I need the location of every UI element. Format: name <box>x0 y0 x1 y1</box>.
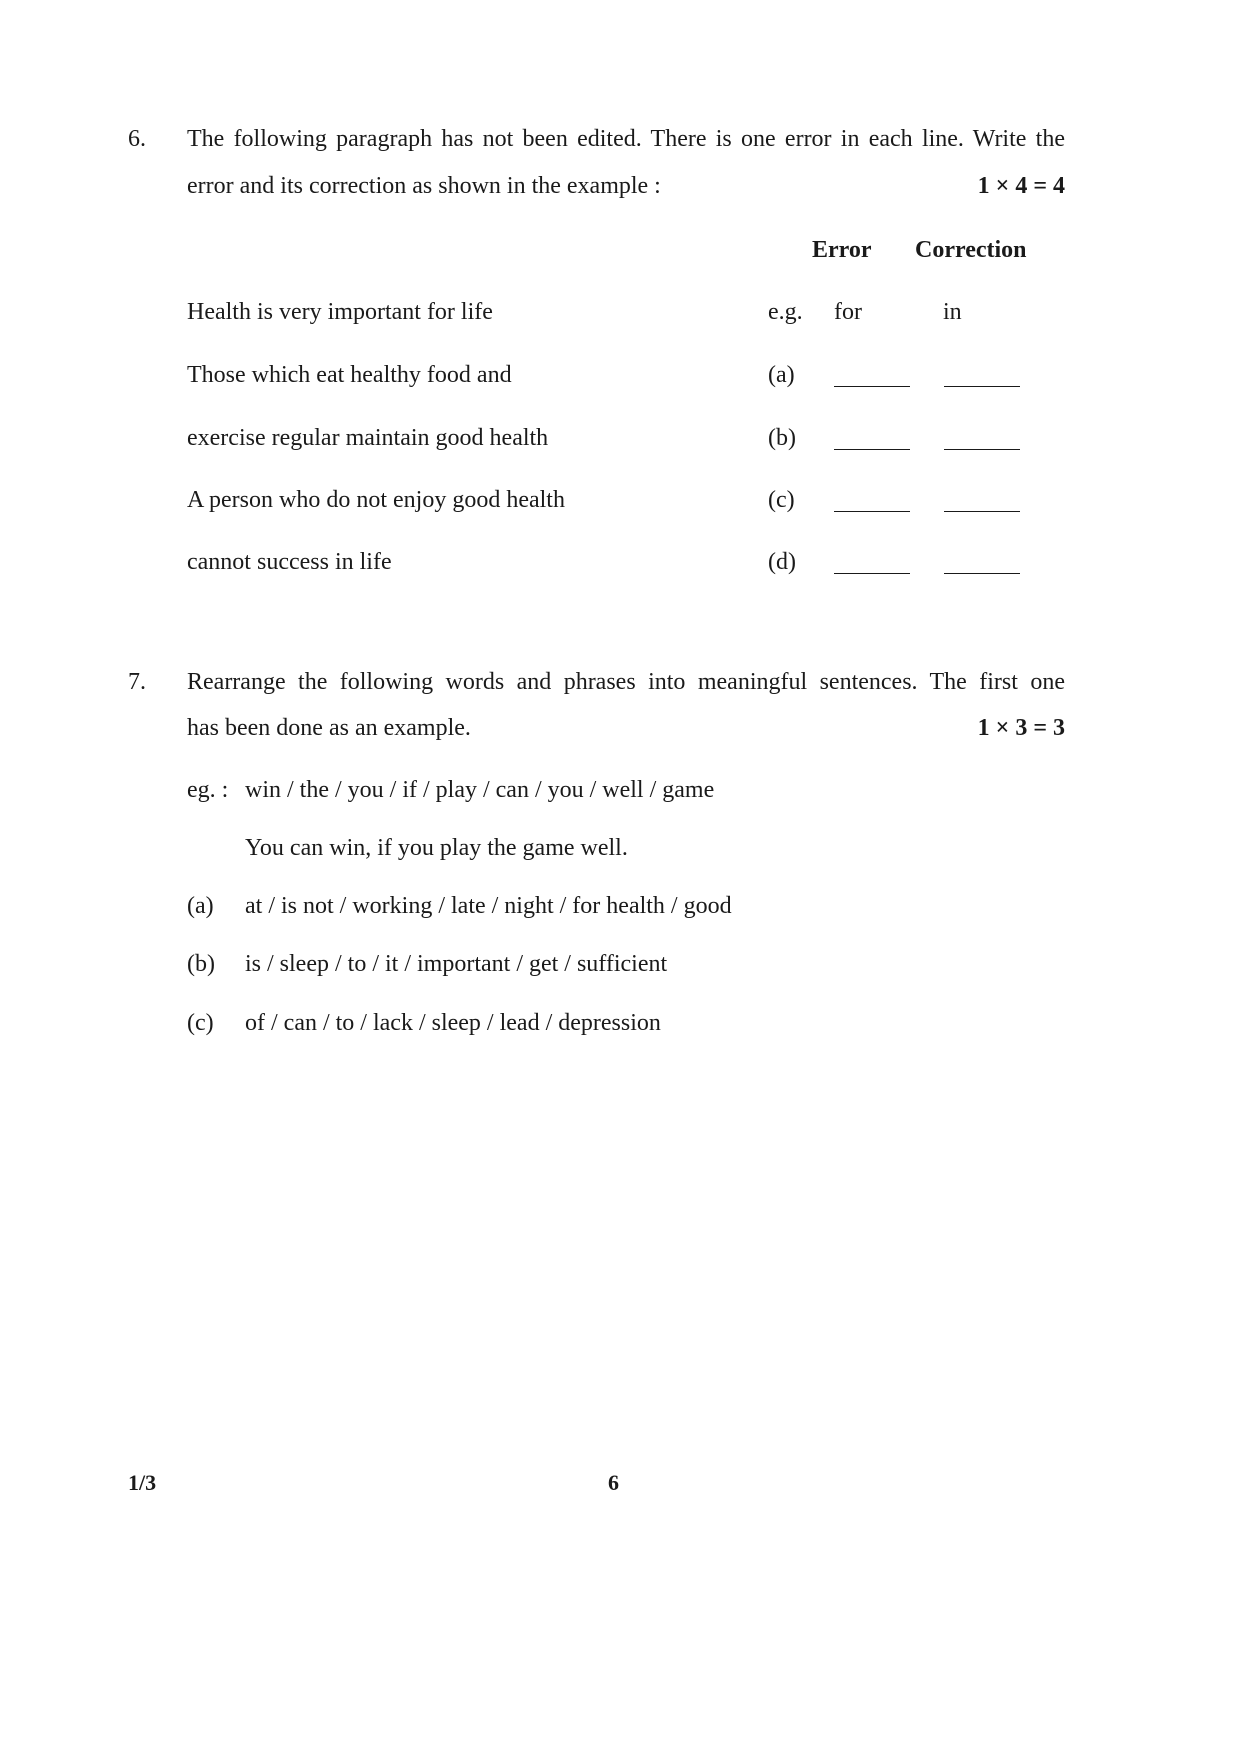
q6-line-label: (a) <box>768 362 795 388</box>
q6-line-text: Those which eat healthy food and <box>187 362 512 388</box>
correction-answer-blank[interactable] <box>944 511 1020 512</box>
error-answer-blank[interactable] <box>834 511 910 512</box>
correction-answer-blank[interactable] <box>944 449 1020 450</box>
correction-answer-blank[interactable] <box>944 386 1020 387</box>
page-number: 6 <box>608 1470 619 1495</box>
q6-line-label: (d) <box>768 549 796 575</box>
col-header-correction: Correction <box>915 237 1027 263</box>
q6-line-label: (c) <box>768 487 795 513</box>
q7-item-label: (a) <box>187 893 214 919</box>
correction-answer-blank[interactable] <box>944 573 1020 574</box>
q6-marks: 1 × 4 = 4 <box>977 173 1065 199</box>
error-answer-blank[interactable] <box>834 449 910 450</box>
example-words: win / the / you / if / play / can / you / well / game <box>245 777 715 803</box>
q6-line-text: Health is very important for life <box>187 299 493 325</box>
q6-instruction-line2: error and its correction as shown in the example : <box>187 173 661 199</box>
q7-item-label: (b) <box>187 951 215 977</box>
paper-code: 1/3 <box>128 1470 157 1495</box>
example-label: eg. : <box>187 777 229 803</box>
error-answer-blank[interactable] <box>834 386 910 387</box>
q6-number: 6. <box>128 126 146 152</box>
q6-instruction-line1: The following paragraph has not been edited. There is one error in each line. Write the <box>187 126 1065 152</box>
q7-item-words: at / is not / working / late / night / for health / good <box>245 893 732 919</box>
q7-instruction-line2: has been done as an example. <box>187 715 471 741</box>
q6-line-label: e.g. <box>768 299 803 325</box>
example-answer: You can win, if you play the game well. <box>245 835 628 861</box>
q6-line-text: exercise regular maintain good health <box>187 425 549 451</box>
col-header-error: Error <box>812 237 872 263</box>
example-correction: in <box>943 299 962 325</box>
example-error: for <box>834 299 862 325</box>
q6-line-text: A person who do not enjoy good health <box>187 487 565 513</box>
q6-line-text: cannot success in life <box>187 549 392 575</box>
q7-item-words: is / sleep / to / it / important / get / sufficient <box>245 951 668 977</box>
q7-number: 7. <box>128 669 146 695</box>
q7-instruction-line1: Rearrange the following words and phrases into meaningful sentences. The first one <box>187 669 1065 695</box>
error-answer-blank[interactable] <box>834 573 910 574</box>
q7-marks: 1 × 3 = 3 <box>977 715 1065 741</box>
q6-line-label: (b) <box>768 425 796 451</box>
q7-item-words: of / can / to / lack / sleep / lead / depression <box>245 1010 661 1036</box>
q7-item-label: (c) <box>187 1010 214 1036</box>
